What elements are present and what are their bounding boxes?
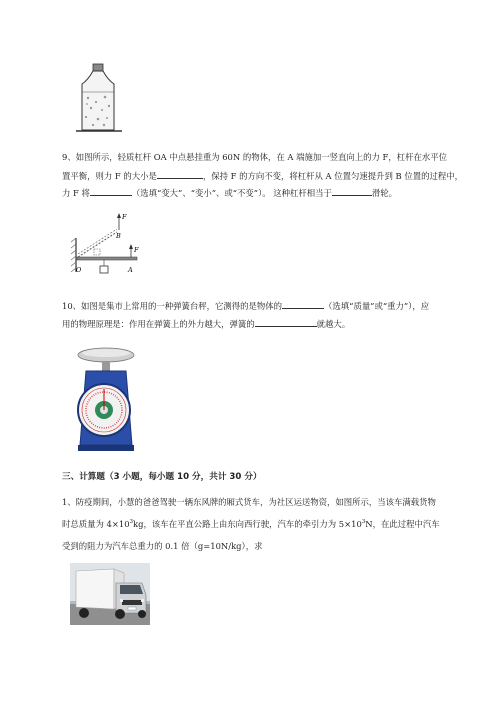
q9-blank-force[interactable] [157, 170, 203, 179]
label-b: B [116, 232, 121, 240]
calc-q1-line2: 时总质量为 $4\times 10^3kg$，该车在平直公路上由东向西行驶，汽车的牵引力为 $5\times 10^3N$，在此过程中汽车 [62, 518, 440, 529]
lever-figure [68, 210, 148, 278]
calc-q1-line1: 1、防疫期间，小慧的爸爸驾驶一辆东风牌的厢式货车，为社区运送物资，如图所示，当该车满载货物 [62, 497, 436, 507]
calc-q1-line3: 受到的阻力为汽车总重力的 0.1 倍（g=10N/kg），求 [62, 541, 263, 551]
label-a: A [128, 266, 133, 274]
water-bottle-figure [74, 62, 124, 134]
q9-blank-pulley[interactable] [332, 187, 372, 196]
q9-line2: 置平衡，则力 F 的大小是 ，保持 F 的方向不变，将杠杆从 A 位置匀速提升到 B 位置的过程中， [62, 171, 464, 181]
q10-line1: 10、如图是集市上常用的一种弹簧台秤，它测得的是物体的 （选填“质量”或“重力”），应 [62, 301, 430, 311]
label-f-top: F [122, 213, 127, 221]
spring-scale-figure [72, 345, 136, 453]
q10-blank-quantity[interactable] [282, 300, 324, 309]
q9-line3: 力 F 将 （选填“变大”、“变小”、或“不变”）。 这种杠杆相当于 滑轮。 [62, 188, 398, 198]
truck-photo [70, 563, 150, 625]
q10-line2: 用的物理原理是：作用在弹簧上的外力越大，弹簧的 就越大。 [62, 319, 351, 329]
section-heading: 三、计算题（3 小题，每小题 10 分，共计 30 分） [62, 472, 262, 482]
label-f-right: F [134, 246, 139, 254]
q9-line1: 9、如图所示，轻质杠杆 OA 中点悬挂重为 60N 的物体，在 A 端施加一竖直向上的力 F，杠杆在水平位 [62, 152, 447, 162]
q9-blank-change[interactable] [90, 187, 132, 196]
q10-blank-deformation[interactable] [255, 318, 317, 327]
label-o: O [76, 266, 82, 274]
